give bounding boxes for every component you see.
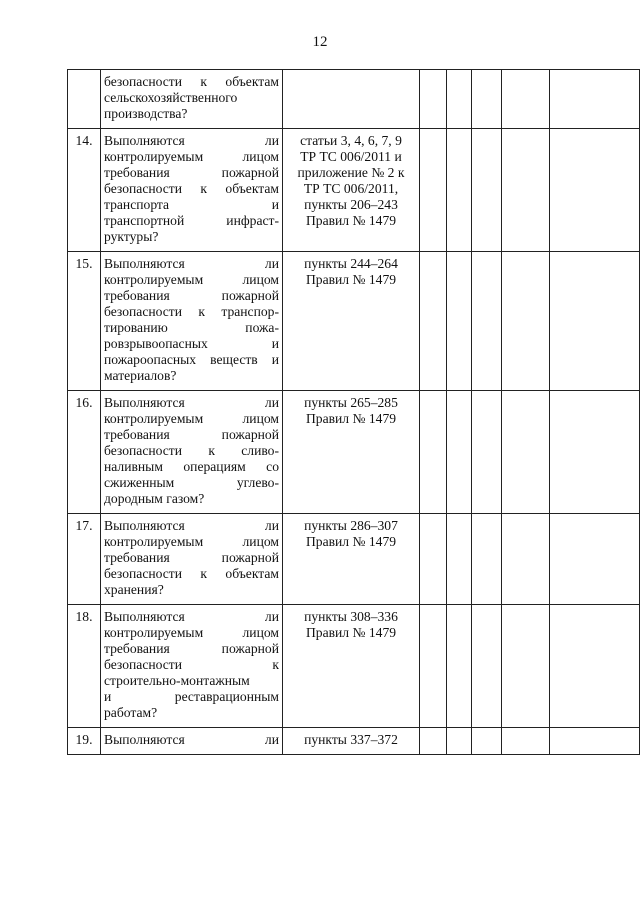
answer-no-cell: [447, 514, 472, 605]
question-line: руктуры?: [104, 229, 159, 244]
row-number: 15.: [68, 252, 101, 391]
reference-line: пункты 308–336: [304, 609, 398, 624]
answer-na-cell: [472, 605, 502, 728]
reference-line: статьи 3, 4, 6, 7, 9: [300, 133, 402, 148]
row-number: 17.: [68, 514, 101, 605]
notes-cell: [550, 605, 640, 728]
question-line: Выполняются ли: [104, 518, 279, 533]
reference-line: пункты 286–307: [304, 518, 398, 533]
reference-line: приложение № 2 к: [297, 165, 405, 180]
answer-yes-cell: [420, 70, 447, 129]
row-number: 16.: [68, 391, 101, 514]
answer-na-cell: [472, 391, 502, 514]
checklist-table: [67, 69, 640, 755]
question-line: безопасности к объектам: [104, 74, 279, 89]
table-row: [68, 129, 640, 252]
requirement-question: [101, 252, 283, 391]
notes-cell: [550, 514, 640, 605]
answer-yes-cell: [420, 605, 447, 728]
legal-reference: [283, 70, 420, 129]
question-line: ровзрывоопасных и: [104, 336, 279, 351]
table-row: [68, 70, 640, 129]
question-line: и реставрационным: [104, 689, 279, 704]
question-line: Выполняются ли: [104, 256, 279, 271]
requirement-question: [101, 514, 283, 605]
question-line: контролируемым лицом: [104, 272, 279, 287]
reference-line: Правил № 1479: [305, 534, 397, 549]
legal-reference: [283, 129, 420, 252]
answer-extra-cell: [502, 70, 550, 129]
notes-cell: [550, 252, 640, 391]
question-line: требования пожарной: [104, 550, 279, 565]
question-line: безопасности к сливо-: [104, 443, 279, 458]
question-line: транспортной инфраст-: [104, 213, 279, 228]
row-number: 18.: [68, 605, 101, 728]
question-line: контролируемым лицом: [104, 625, 279, 640]
reference-line: Правил № 1479: [305, 272, 397, 287]
answer-na-cell: [472, 728, 502, 755]
answer-yes-cell: [420, 391, 447, 514]
question-line: Выполняются ли: [104, 732, 279, 747]
answer-extra-cell: [502, 728, 550, 755]
legal-reference: [283, 514, 420, 605]
row-number: 14.: [68, 129, 101, 252]
notes-cell: [550, 728, 640, 755]
question-line: материалов?: [104, 368, 177, 383]
question-line: контролируемым лицом: [104, 534, 279, 549]
question-line: наливным операциям со: [104, 459, 279, 474]
answer-yes-cell: [420, 129, 447, 252]
reference-line: Правил № 1479: [305, 213, 397, 228]
question-line: Выполняются ли: [104, 395, 279, 410]
requirement-question: [101, 728, 283, 755]
answer-no-cell: [447, 129, 472, 252]
question-line: строительно-монтажным: [104, 673, 250, 688]
answer-na-cell: [472, 514, 502, 605]
question-line: контролируемым лицом: [104, 411, 279, 426]
question-line: требования пожарной: [104, 288, 279, 303]
reference-line: пункты 206–243: [304, 197, 398, 212]
requirement-question: [101, 70, 283, 129]
answer-extra-cell: [502, 605, 550, 728]
question-line: транспорта и: [104, 197, 279, 212]
question-line: Выполняются ли: [104, 609, 279, 624]
row-number: [68, 70, 101, 129]
table-row: [68, 252, 640, 391]
question-line: сжиженным углево-: [104, 475, 279, 490]
checklist-rows: [68, 70, 640, 755]
answer-no-cell: [447, 728, 472, 755]
answer-no-cell: [447, 605, 472, 728]
answer-yes-cell: [420, 252, 447, 391]
question-line: требования пожарной: [104, 427, 279, 442]
notes-cell: [550, 391, 640, 514]
question-line: Выполняются ли: [104, 133, 279, 148]
answer-extra-cell: [502, 514, 550, 605]
page-number: 12: [312, 34, 328, 50]
question-line: дородным газом?: [104, 491, 205, 506]
legal-reference: [283, 605, 420, 728]
question-line: работам?: [104, 705, 158, 720]
reference-line: ТР ТС 006/2011,: [303, 181, 399, 196]
row-number: 19.: [68, 728, 101, 755]
requirement-question: [101, 391, 283, 514]
answer-no-cell: [447, 252, 472, 391]
answer-no-cell: [447, 70, 472, 129]
reference-line: пункты 265–285: [304, 395, 398, 410]
reference-line: ТР ТС 006/2011 и: [300, 149, 402, 164]
answer-na-cell: [472, 70, 502, 129]
question-line: безопасности к объектам: [104, 566, 279, 581]
answer-extra-cell: [502, 129, 550, 252]
requirement-question: [101, 605, 283, 728]
notes-cell: [550, 70, 640, 129]
notes-cell: [550, 129, 640, 252]
question-line: безопасности к транспор-: [104, 304, 279, 319]
question-line: безопасности к: [104, 657, 279, 672]
question-line: требования пожарной: [104, 641, 279, 656]
reference-line: Правил № 1479: [305, 625, 397, 640]
answer-na-cell: [472, 252, 502, 391]
answer-no-cell: [447, 391, 472, 514]
legal-reference: [283, 252, 420, 391]
reference-line: пункты 337–372: [304, 732, 398, 747]
question-line: требования пожарной: [104, 165, 279, 180]
answer-na-cell: [472, 129, 502, 252]
answer-extra-cell: [502, 391, 550, 514]
table-row: [68, 728, 640, 755]
answer-yes-cell: [420, 728, 447, 755]
legal-reference: [283, 391, 420, 514]
question-line: сельскохозяйственного: [104, 90, 238, 105]
answer-extra-cell: [502, 252, 550, 391]
requirement-question: [101, 129, 283, 252]
question-line: производства?: [104, 106, 188, 121]
table-row: [68, 605, 640, 728]
answer-yes-cell: [420, 514, 447, 605]
reference-line: Правил № 1479: [305, 411, 397, 426]
legal-reference: [283, 728, 420, 755]
table-row: [68, 391, 640, 514]
question-line: хранения?: [104, 582, 164, 597]
reference-line: пункты 244–264: [304, 256, 398, 271]
table-row: [68, 514, 640, 605]
question-line: пожароопасных веществ и: [104, 352, 279, 367]
question-line: контролируемым лицом: [104, 149, 279, 164]
question-line: безопасности к объектам: [104, 181, 279, 196]
question-line: тированию пожа-: [104, 320, 279, 335]
